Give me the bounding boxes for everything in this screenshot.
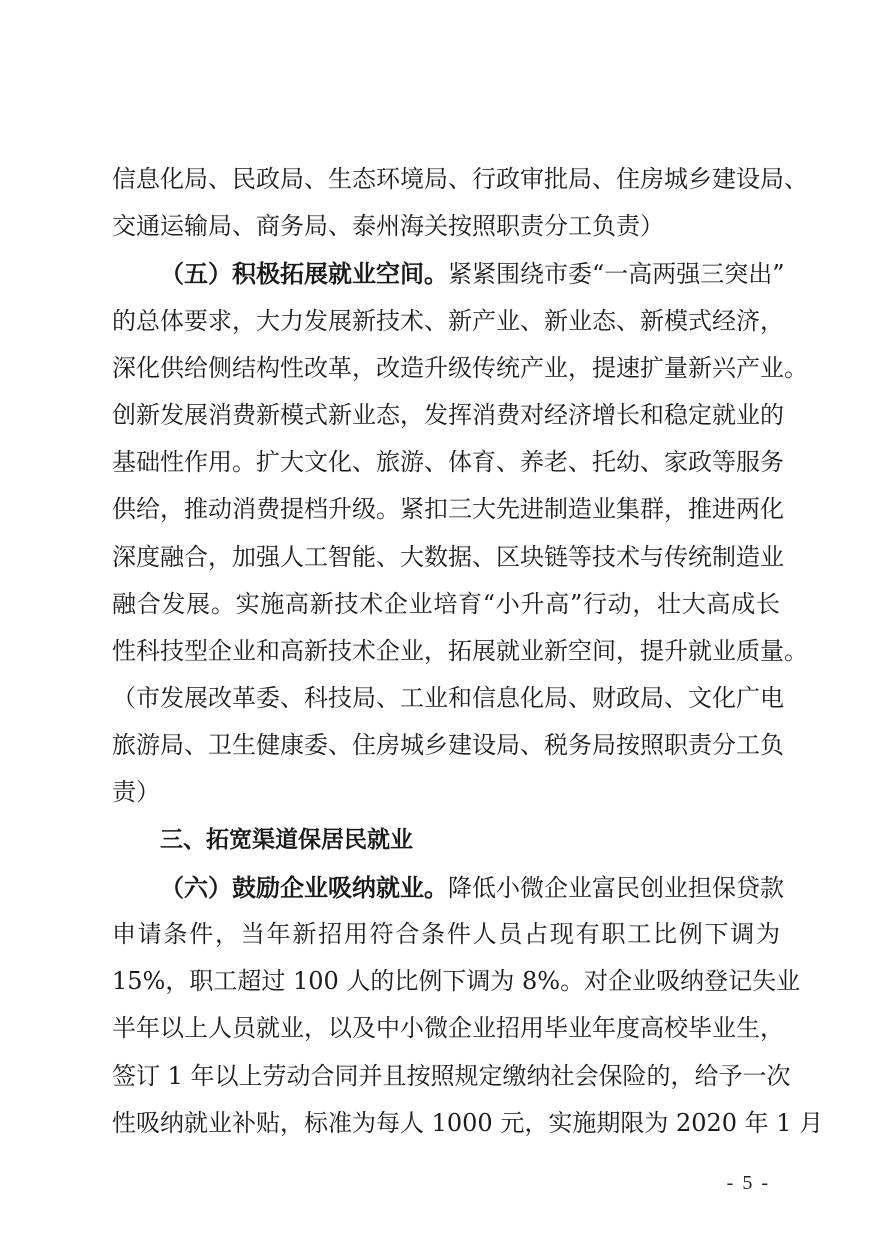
text-line: 申请条件，当年新招用符合条件人员占现有职工比例下调为 [112,920,780,948]
text-line: 签订 1 年以上劳动合同并且按照规定缴纳社会保险的，给予一次 [112,1061,791,1090]
text-line: 15%，职工超过 100 人的比例下调为 8%。对企业吸纳登记失业 [112,967,801,996]
text-line: 旅游局、卫生健康委、住房城乡建设局、税务局按照职责分工负 [112,731,784,760]
text-line: 半年以上人员就业，以及中小微企业招用毕业年度高校毕业生， [112,1014,784,1043]
text-line: 交通运输局、商务局、泰州海关按照职责分工负责） [112,212,664,241]
paragraph-six-first-line: （六）鼓励企业吸纳就业。降低小微企业富民创业担保贷款 [160,872,784,902]
body-text [112,156,824,1147]
text-line: 信息化局、民政局、生态环境局、行政审批局、住房城乡建设局、 [112,165,808,193]
text-line: 的总体要求，大力发展新技术、新产业、新业态、新模式经济， [112,306,784,335]
text-line: 性吸纳就业补贴，标准为每人 1000 元，实施期限为 2020 年 1 月 [112,1108,824,1137]
text-line: 深度融合，加强人工智能、大数据、区块链等技术与传统制造业 [112,542,784,571]
text-line: 基础性作用。扩大文化、旅游、体育、养老、托幼、家政等服务 [112,448,784,477]
paragraph-six-heading: （六）鼓励企业吸纳就业。 [160,872,448,902]
text-line: 融合发展。实施高新技术企业培育“小升高”行动，壮大高成长 [112,589,780,618]
page-number: - 5 - [726,1172,770,1194]
text-line: 深化供给侧结构性改革，改造升级传统产业，提速扩量新兴产业。 [112,353,808,382]
text-line: 责） [112,778,160,807]
section-three-heading: 三、拓宽渠道保居民就业 [160,826,413,853]
text-line: 性科技型企业和高新技术企业，拓展就业新空间，提升就业质量。 [112,636,808,665]
text-line: 供给，推动消费提档升级。紧扣三大先进制造业集群，推进两化 [112,495,784,524]
paragraph-five-heading: （五）积极拓展就业空间。 [160,259,448,289]
text-line: （市发展改革委、科技局、工业和信息化局、财政局、文化广电 [112,684,784,713]
text-line: 创新发展消费新模式新业态，发挥消费对经济增长和稳定就业的 [112,400,784,429]
paragraph-five-first-line: （五）积极拓展就业空间。紧紧围绕市委“一高两强三突出” [160,259,785,289]
